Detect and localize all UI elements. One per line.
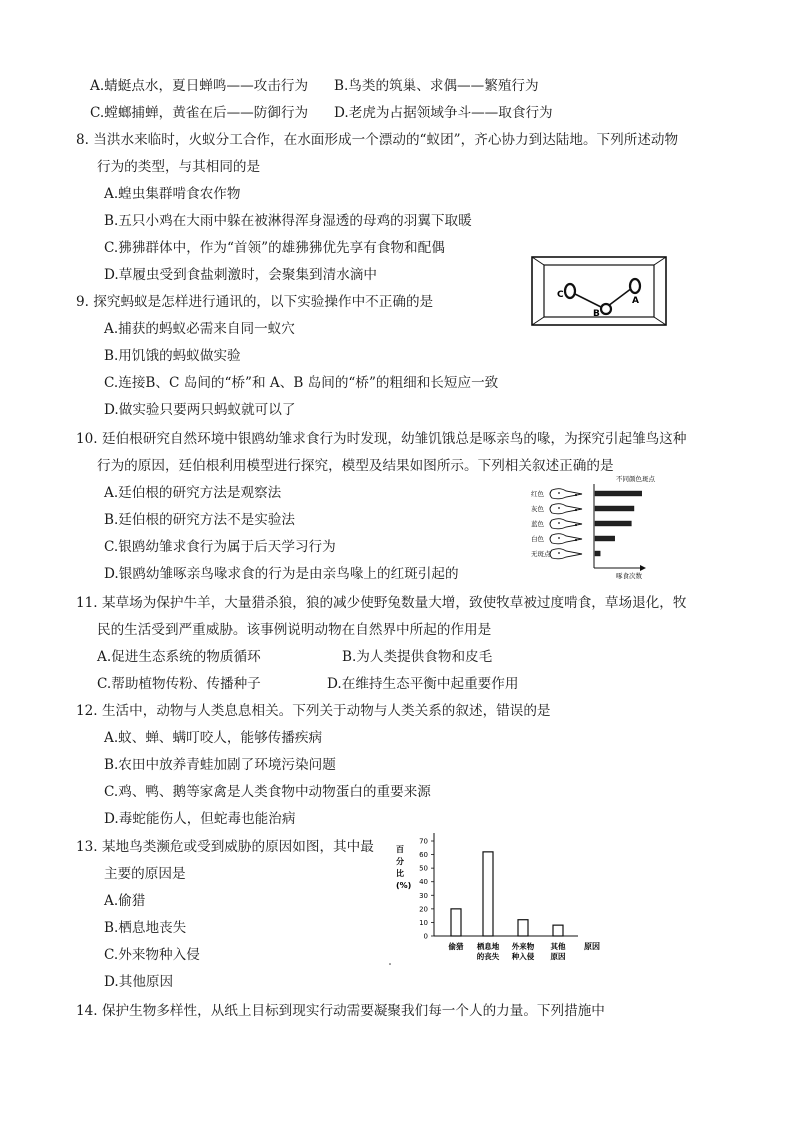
gull-peck-bar: [595, 551, 600, 556]
q9-option-a: A.捕获的蚂蚁必需来自同一蚁穴: [104, 321, 295, 337]
q7-option-a: A.蜻蜓点水，夏日蝉鸣——攻击行为: [90, 78, 309, 94]
bird-category-label: 栖息地: [476, 942, 500, 951]
bird-bar: [451, 909, 461, 936]
q13-option-b: B.栖息地丧失: [104, 920, 187, 936]
bird-y-label: 比: [396, 869, 404, 878]
bird-y-tick-label: 70: [419, 837, 428, 846]
gull-peck-bar: [595, 491, 642, 496]
bird-x-label: 原因: [584, 942, 600, 951]
gull-peck-bar: [595, 521, 631, 526]
gull-category-label: 无斑点: [531, 550, 551, 558]
beak-spot: [575, 509, 577, 511]
bird-category-label: 外来物: [511, 942, 535, 951]
q13-option-a: A.偷猎: [104, 893, 146, 909]
q13-option-d: D.其他原因: [104, 974, 174, 990]
q7-option-c: C.螳螂捕蝉，黄雀在后——防御行为: [90, 105, 309, 121]
q11-option-d: D.在维持生态平衡中起重要作用: [327, 676, 519, 692]
gull-eye: [558, 552, 560, 554]
island-a: [630, 279, 640, 293]
q10-stem-line1: 10. 廷伯根研究自然环境中银鸥幼雏求食行为时发现，幼雏饥饿总是啄亲鸟的喙，为探究引起雏鸟这种: [76, 431, 687, 447]
q12-option-b: B.农田中放养青蛙加剧了环境污染问题: [104, 757, 336, 773]
bird-bar: [553, 925, 563, 936]
bird-y-label: 百: [396, 845, 404, 854]
gull-eye: [558, 537, 560, 539]
gull-eye: [558, 522, 560, 524]
q8-option-c: C.狒狒群体中，作为“首领”的雄狒狒优先享有食物和配偶: [104, 240, 445, 256]
gull-head-model: [550, 489, 582, 499]
bird-y-tick-label: 20: [419, 905, 428, 914]
gull-x-axis-arrow: [640, 565, 646, 571]
beak-spot: [575, 494, 577, 496]
q12-option-c: C.鸡、鸭、鹅等家禽是人类食物中动物蛋白的重要来源: [104, 784, 431, 800]
bird-y-tick-label: 10: [419, 918, 428, 927]
q13-stem-line1: 13. 某地鸟类濒危或受到威胁的原因如图，其中最: [76, 839, 374, 855]
bird-y-tick-label: 50: [419, 864, 428, 873]
label-a: A: [632, 296, 639, 306]
q12-stem: 12. 生活中，动物与人类息息相关。下列关于动物与人类关系的叙述，错误的是: [76, 703, 551, 719]
bird-bar: [483, 852, 493, 936]
q9-option-c: C.连接B、C 岛间的“桥”和 A、B 岛间的“桥”的粗细和长短应一致: [104, 375, 499, 391]
gull-category-label: 红色: [531, 490, 544, 498]
gull-eye: [558, 507, 560, 509]
island-b: [601, 304, 611, 314]
q8-stem-line1: 8. 当洪水来临时，火蚁分工合作，在水面形成一个漂动的“蚁团”，齐心协力到达陆地。下列所述动物: [76, 132, 679, 148]
q12-option-a: A.蚊、蝉、螨叮咬人，能够传播疾病: [104, 730, 323, 746]
q7-option-b: B.鸟类的筑巢、求偶——繁殖行为: [334, 78, 539, 94]
bird-category-label: 原因: [550, 952, 566, 961]
q9-option-d: D.做实验只要两只蚂蚁就可以了: [104, 402, 296, 418]
bird-y-tick-label: 60: [419, 851, 428, 860]
beak-spot: [575, 539, 577, 541]
q11-stem-line2: 民的生活受到严重威胁。该事例说明动物在自然界中所起的作用是: [97, 622, 492, 638]
q10-option-d: D.银鸥幼雏啄亲鸟喙求食的行为是由亲鸟喙上的红斑引起的: [104, 566, 459, 582]
q8-option-d: D.草履虫受到食盐刺激时，会聚集到清水滴中: [104, 267, 378, 283]
q11-option-a: A.促进生态系统的物质循环: [97, 649, 261, 665]
bird-category-label: 的丧失: [476, 952, 500, 961]
gull-category-label: 灰色: [531, 505, 544, 513]
beak-spot: [575, 524, 577, 526]
gull-x-label: 啄食次数: [616, 572, 642, 580]
gull-category-label: 白色: [531, 535, 544, 543]
bird-y-label: 分: [396, 857, 404, 866]
q10-stem-line2: 行为的原因，廷伯根利用模型进行探究，模型及结果如图所示。下列相关叙述正确的是: [97, 458, 614, 474]
bird-category-label: 偷猎: [448, 942, 464, 951]
bird-threat-chart: [388, 828, 620, 970]
label-b: B: [593, 309, 600, 319]
gull-legend-title: 不同颜色斑点: [616, 475, 655, 483]
gull-eye: [558, 492, 560, 494]
q13-stem-line2: 主要的原因是: [104, 866, 186, 882]
q8-option-a: A.蝗虫集群啃食农作物: [104, 186, 241, 202]
q8-stem-line2: 行为的类型，与其相同的是: [97, 159, 261, 175]
q9-stem: 9. 探究蚂蚁是怎样进行通讯的，以下实验操作中不正确的是: [76, 294, 434, 310]
label-c: C: [557, 290, 564, 300]
gull-head-model: [550, 504, 582, 514]
q12-option-d: D.毒蛇能伤人，但蛇毒也能治病: [104, 811, 296, 827]
gull-peck-bar: [595, 536, 615, 541]
q10-option-a: A.廷伯根的研究方法是观察法: [104, 485, 282, 501]
q10-option-c: C.银鸥幼雏求食行为属于后天学习行为: [104, 539, 336, 555]
bird-bar: [518, 920, 528, 936]
q11-option-b: B.为人类提供食物和皮毛: [342, 649, 493, 665]
bird-y-tick-label: 0: [423, 932, 428, 941]
bird-y-label: (%): [396, 881, 412, 890]
q11-stem-line1: 11. 某草场为保护牛羊，大量猎杀狼，狼的减少使野兔数量大增，致使牧草被过度啃食，草场退化，牧: [76, 595, 687, 611]
q13-option-c: C.外来物种入侵: [104, 947, 200, 963]
q7-option-d: D.老虎为占据领域争斗——取食行为: [334, 105, 553, 121]
q8-option-b: B.五只小鸡在大雨中躲在被淋得浑身湿透的母鸡的羽翼下取暖: [104, 213, 472, 229]
island-c: [565, 284, 575, 298]
gull-category-label: 蓝色: [531, 520, 544, 528]
q14-stem: 14. 保护生物多样性，从纸上目标到现实行动需要凝聚我们每一个人的力量。下列措施中: [76, 1003, 605, 1019]
gull-head-model: [550, 519, 582, 529]
gull-peck-chart: [528, 472, 666, 580]
bird-y-tick-label: 30: [419, 891, 428, 900]
gull-head-model: [550, 549, 582, 559]
bird-y-tick-label: 40: [419, 878, 428, 887]
q9-option-b: B.用饥饿的蚂蚁做实验: [104, 348, 241, 364]
bird-category-label: 其他: [550, 942, 566, 951]
bird-category-label: 种入侵: [511, 952, 535, 961]
gull-head-model: [550, 534, 582, 544]
q11-option-c: C.帮助植物传粉、传播种子: [97, 676, 261, 692]
gull-peck-bar: [595, 506, 634, 511]
q10-option-b: B.廷伯根的研究方法不是实验法: [104, 512, 296, 528]
ant-island-figure: [531, 256, 667, 326]
